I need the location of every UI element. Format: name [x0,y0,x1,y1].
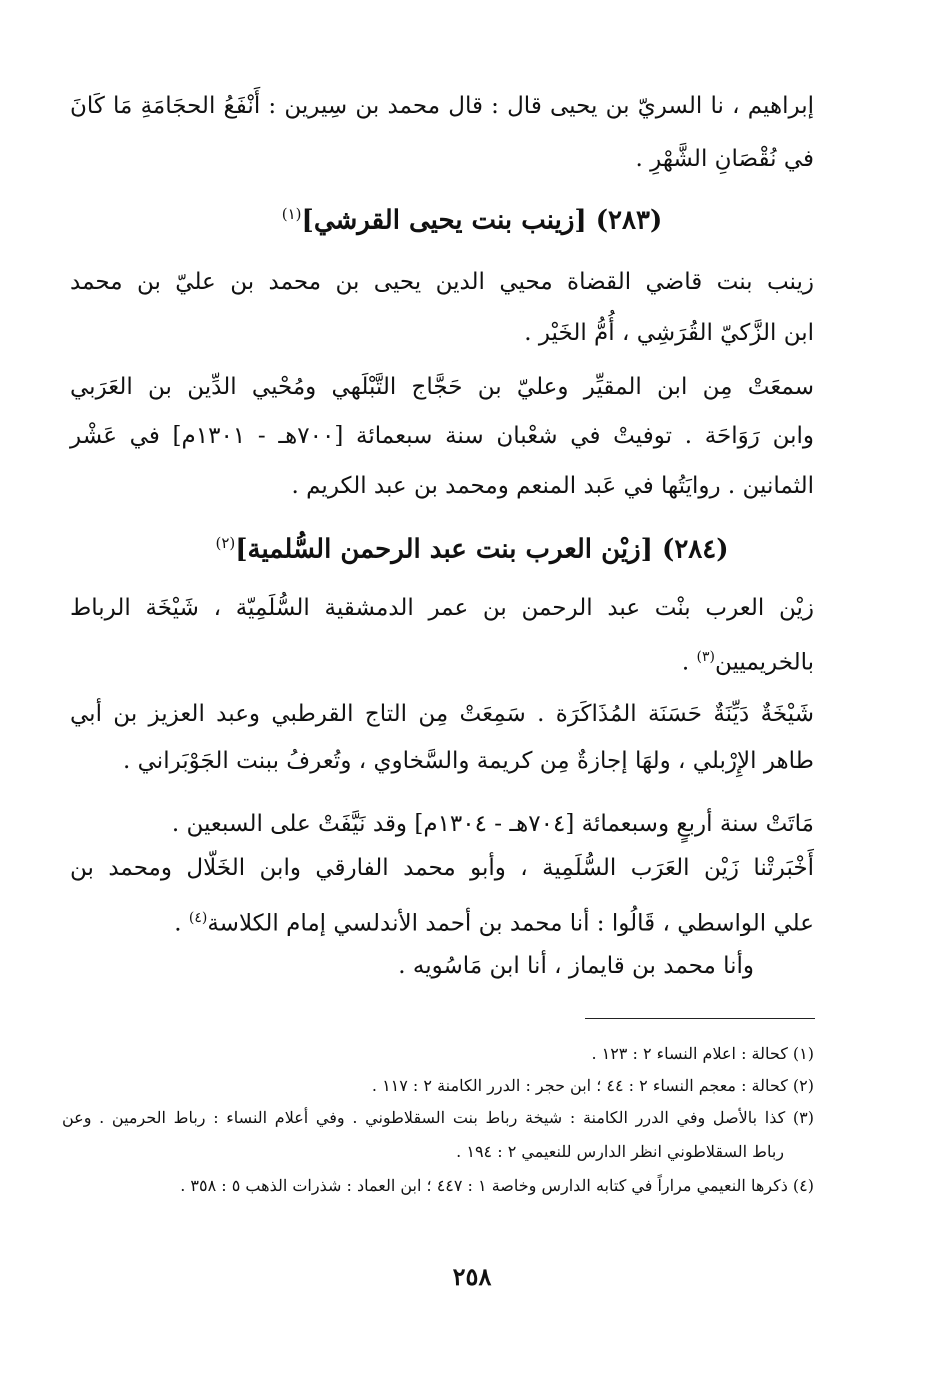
footnote-divider [585,1018,815,1019]
body-line: الثمانين . روايَتُها في عَبد المنعم ومحمد بن عبد الكريم . [291,473,814,499]
body-line: طاهر الإِرْبلي ، ولهَا إجازةٌ مِن كريمة والسَّخاوي ، وتُعرفُ ببنت الجَوْبَراني . [123,748,814,774]
footnote-ref: (١) [281,205,302,223]
heading-text: (٢٨٣) [زينب بنت يحيى القرشي] [301,205,663,236]
footnote-ref: (٣) [696,649,715,665]
page-number: ٢٥٨ [452,1262,492,1291]
heading-text: (٢٨٤) [زيْن العرب بنت عبد الرحمن السُّلمية] [235,534,729,565]
body-line: في نُقْصَانِ الشَّهْرِ . [635,146,814,172]
footnote: (٢) كحالة : معجم النساء ٢ : ٤٤ ؛ ابن حجر : الدرر الكامنة ٢ : ١١٧ . [371,1076,814,1095]
body-line: مَاتَتْ سنة أربعٍ وسبعمائة [٧٠٤هـ - ١٣٠٤م] وقد نَيَّفَتْ على السبعين . [171,811,814,837]
footnote-ref: (٤) [188,910,208,926]
footnote-ref: (٢) [215,534,236,552]
footnote: (٣) كذا بالأصل وفي الدرر الكامنة : شيخة رباط بنت السقلاطوني . وفي أعلام النساء : رباط الحرمين . وعن [62,1108,814,1127]
body-line: زينب بنت قاضي القضاة محيي الدين يحيى بن محمد بن عليّ بن محمد [70,269,814,295]
footnote: رباط السقلاطوني انظر الدارس للنعيمي ٢ : ١٩٤ . [456,1142,784,1161]
body-line: ابن الزَّكيّ القُرَشِي ، أُمُّ الخَيْر . [524,320,814,346]
body-line: إبراهيم ، نا السريّ بن يحيى قال : قال محمد بن سِيرين : أَنْفَعُ الحجَامَةِ مَا كَانَ [70,93,814,119]
body-line: وأنا محمد بن قايماز ، أنا ابن مَاسُويه . [398,953,754,979]
body-line: شَيْخَةٌ دَيِّنَةٌ حَسَنَة المُذَاكَرَة . سَمِعَتْ مِن التاج القرطبي وعبد العزيز بن أبي [70,701,814,727]
footnote: (٤) ذكرها النعيمي مراراً في كتابه الدارس وخاصة ١ : ٤٤٧ ؛ ابن العماد : شذرات الذهب ٥ : ٣٥٨ . [180,1176,814,1195]
body-line: زيْن العرب بنْت عبد الرحمن بن عمر الدمشقية السُّلَمِيّة ، شَيْخَة الرباط [70,595,814,621]
body-line: بالخريميين$^{(٣)}$ . [681,649,814,676]
body-line: أَخْبَرتْنا زَيْن العَرَب السُّلَمِية ، وأبو محمد الفارقي وابن الخَلّال ومحمد بن [70,855,814,881]
entry-heading-283 [0,196,944,239]
body-line: وابن رَوَاحَة . توفيتْ في شعْبان سنة سبعمائة [٧٠٠هـ - ١٣٠١م] في عَشْر [70,423,815,449]
footnote: (١) كحالة : اعلام النساء ٢ : ١٢٣ . [591,1044,814,1063]
entry-heading-284 [0,525,944,568]
body-line: علي الواسطي ، قَالُوا : أنا محمد بن أحمد الأندلسي إمام الكلاسة$^{(٤)}$ . [174,910,814,937]
body-line: سمعَتْ مِن ابن المقيِّر وعليّ بن حَجَّاج التَّبْلَهي ومُحْيي الدِّين بن العَرَبي [70,374,814,400]
